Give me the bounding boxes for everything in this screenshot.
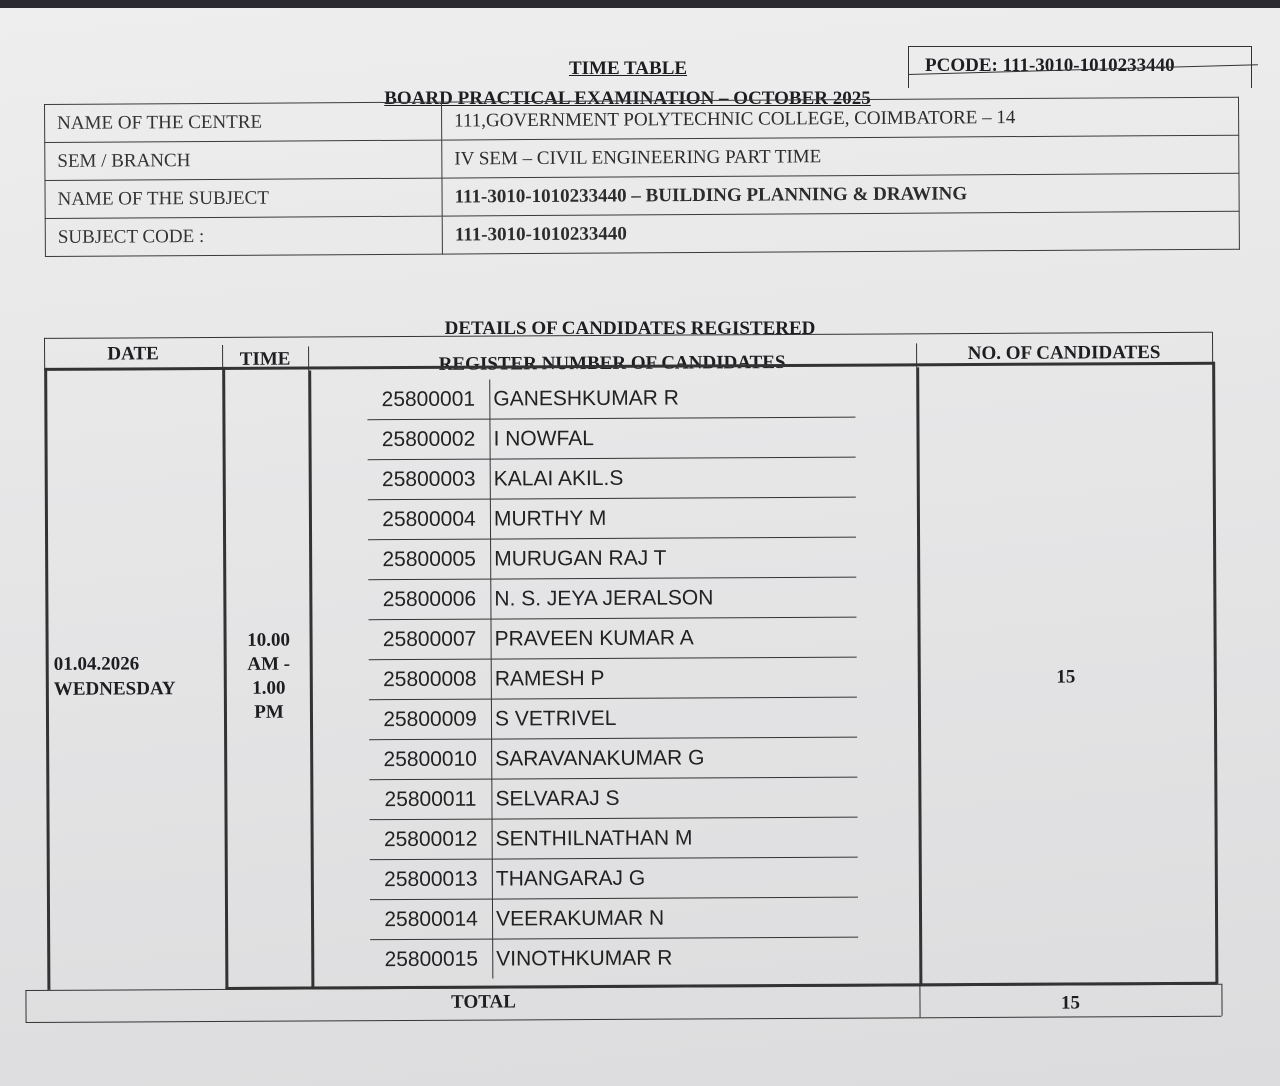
time-line-3: 1.00 [252,677,286,699]
total-value: 15 [1060,992,1081,1014]
code-value: 111-3010-1010233440 [442,211,1239,254]
details-title: DETAILS OF CANDIDATES REGISTERED [444,318,816,339]
total-bottom-border [26,1016,1222,1023]
register-number: 25800001 [367,380,490,420]
register-number: 25800012 [370,820,493,860]
candidate-name: MURUGAN RAJ T [494,546,667,571]
header-right-border [1212,332,1213,362]
candidate-name: VEERAKUMAR N [495,906,665,931]
table-row [368,498,856,541]
register-number: 25800007 [368,620,491,660]
table-row [367,418,855,461]
register-number: 25800010 [369,740,492,780]
table-row [369,778,857,821]
centre-label: NAME OF THE CENTRE [45,102,442,142]
body-left-border [44,368,50,990]
page-title: TIME TABLE [568,58,688,79]
col-register-header: REGISTER NUMBER OF CANDIDATES [438,352,786,375]
exam-date-cell [54,651,224,702]
col-date-header: DATE [107,343,159,365]
time-line-1: 10.00 [247,629,291,651]
register-number: 25800002 [367,420,490,460]
table-row [367,378,855,421]
register-number: 25800013 [370,860,493,900]
candidate-name: THANGARAJ G [495,866,646,891]
code-label: SUBJECT CODE : [45,216,442,256]
table-row [368,458,856,501]
subject-value: 111-3010-1010233440 – BUILDING PLANNING & DRAWING [442,173,1239,216]
register-number: 25800015 [370,940,493,980]
register-number: 25800014 [370,900,493,940]
table-row [369,738,857,781]
candidate-name: PRAVEEN KUMAR A [494,626,694,651]
table-row [368,578,856,621]
table-row [370,898,858,941]
subject-label: NAME OF THE SUBJECT [45,178,442,218]
top-edge-shadow [0,0,1280,8]
sem-value: IV SEM – CIVIL ENGINEERING PART TIME [442,135,1239,178]
register-number: 25800011 [369,780,492,820]
candidate-name: VINOTHKUMAR R [496,946,673,971]
sem-label: SEM / BRANCH [45,140,442,180]
register-number: 25800004 [368,500,491,540]
register-number: 25800008 [369,660,492,700]
centre-value: 111,GOVERNMENT POLYTECHNIC COLLEGE, COIMBATORE – 14 [441,97,1238,140]
table-row [368,618,856,661]
candidate-name: SELVARAJ S [495,786,620,811]
time-line-4: PM [254,701,284,723]
table-row [369,658,857,701]
exam-day: WEDNESDAY [53,678,176,700]
candidate-count: 15 [1056,666,1076,688]
register-number: 25800005 [368,540,491,580]
candidate-name: I NOWFAL [493,427,594,451]
candidate-name: SARAVANAKUMAR G [495,746,705,771]
candidate-list [367,378,858,980]
info-table [44,97,1240,257]
total-right-border [1221,984,1222,1016]
total-label: TOTAL [451,991,516,1013]
table-row [369,698,857,741]
table-row [370,858,858,901]
candidate-name: GANESHKUMAR R [493,386,679,411]
exam-date: 01.04.2026 [53,653,140,675]
info-row-code [45,211,1239,256]
candidate-name: N. S. JEYA JERALSON [494,586,714,611]
col-count-header: NO. OF CANDIDATES [967,342,1161,365]
candidates-table [22,332,1222,1026]
pcode-box: PCODE: 111-3010-1010233440 [908,46,1252,88]
candidate-name: MURTHY M [493,506,607,531]
exam-title: BOARD PRACTICAL EXAMINATION – OCTOBER 2025 [384,88,871,109]
table-row [370,818,858,861]
candidate-name: SENTHILNATHAN M [495,826,693,851]
table-row [370,938,858,980]
candidate-name: KALAI AKIL.S [493,466,624,491]
exam-time-cell [228,628,311,724]
register-number: 25800006 [368,580,491,620]
table-row [368,538,856,581]
register-number: 25800003 [368,460,491,500]
candidate-name: RAMESH P [494,666,605,691]
time-line-2: AM - [247,653,291,675]
col-time-header: TIME [239,348,291,370]
register-number: 25800009 [369,700,492,740]
candidate-name: S VETRIVEL [494,706,617,731]
